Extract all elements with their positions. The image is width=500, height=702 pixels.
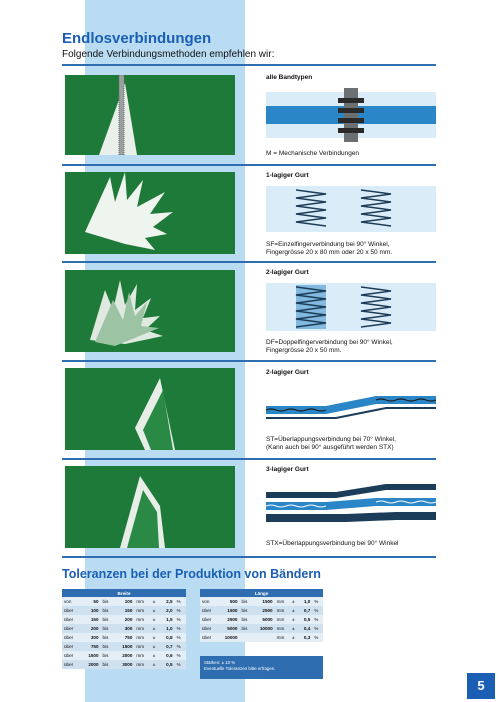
table-cell: ± <box>290 597 299 606</box>
table-cell: 100 <box>81 606 101 615</box>
belt-photo-overlap <box>65 368 235 450</box>
table-cell: mm <box>134 651 150 660</box>
table-cell: 300 <box>114 624 134 633</box>
table-cell: über <box>62 615 81 624</box>
table-cell: % <box>312 624 323 633</box>
table-cell: über <box>62 651 81 660</box>
table-cell: 150 <box>114 606 134 615</box>
table-cell: 0,5 <box>160 660 175 669</box>
table-cell: bis <box>101 642 115 651</box>
table-cell: über <box>62 633 81 642</box>
table-cell: bis <box>101 597 115 606</box>
table-cell: bis <box>101 633 115 642</box>
method-title: 2-lagiger Gurt <box>266 369 309 376</box>
table-cell: 0,6 <box>160 651 175 660</box>
method-caption <box>266 339 441 355</box>
table-cell: 2500 <box>253 606 275 615</box>
table-cell: 2,5 <box>160 597 175 606</box>
table-cell: 1,0 <box>160 624 175 633</box>
table-cell: 0,7 <box>160 642 175 651</box>
caption-line: STX=Überlappungsverbindung bei 90° Winkel <box>266 540 399 547</box>
page-number: 5 <box>467 673 495 699</box>
table-cell: ± <box>151 642 160 651</box>
table-cell: mm <box>134 624 150 633</box>
table-cell: bis <box>101 651 115 660</box>
table-cell: über <box>200 606 217 615</box>
method-title: 2-lagiger Gurt <box>266 269 309 276</box>
table-cell: bis <box>101 660 115 669</box>
table-cell: ± <box>290 624 299 633</box>
table-cell: 750 <box>114 633 134 642</box>
diagram-mechanical <box>266 86 436 144</box>
belt-photo-double-finger <box>65 270 235 352</box>
caption-line: SF=Einzelfingerverbindung bei 90° Winkel, <box>266 241 390 248</box>
table-cell: ± <box>151 651 160 660</box>
table-cell: bis <box>101 606 115 615</box>
table-cell: 2000 <box>81 660 101 669</box>
section-divider <box>62 64 436 66</box>
tolerance-note <box>200 656 323 679</box>
table-cell: mm <box>134 615 150 624</box>
page-subtitle: Folgende Verbindungsmethoden empfehlen wir: <box>62 49 275 60</box>
section-divider <box>62 360 436 362</box>
table-cell: 100 <box>114 597 134 606</box>
table-cell: über <box>62 624 81 633</box>
table-cell: ± <box>151 660 160 669</box>
caption-line: (Kann auch bei 90° ausgeführt werden STX) <box>266 444 394 451</box>
table-cell: bis <box>240 606 253 615</box>
section-divider <box>62 556 436 558</box>
table-cell: mm <box>275 633 290 642</box>
table-cell: über <box>62 660 81 669</box>
table-cell: 0,5 <box>299 615 313 624</box>
table-cell: 5000 <box>253 615 275 624</box>
table-row <box>62 624 186 633</box>
table-cell: % <box>312 606 323 615</box>
table-row <box>62 651 186 660</box>
method-caption <box>266 150 441 158</box>
caption-line: ST=Überlappungsverbindung bei 70° Winkel, <box>266 436 396 443</box>
table-cell: 300 <box>81 633 101 642</box>
table-cell: % <box>312 615 323 624</box>
table-cell: 200 <box>81 624 101 633</box>
belt-photo-single-finger <box>65 172 235 254</box>
caption-line: DF=Doppelfingerverbindung bei 90° Winkel, <box>266 339 393 346</box>
table-cell <box>240 633 253 642</box>
table-cell: bis <box>240 597 253 606</box>
table-row <box>62 615 186 624</box>
table-cell <box>253 633 275 642</box>
table-cell: über <box>200 633 217 642</box>
table-cell: 2,0 <box>160 606 175 615</box>
table-cell: 1500 <box>217 606 239 615</box>
table-cell: mm <box>134 597 150 606</box>
table-cell: ± <box>151 624 160 633</box>
tolerances-title: Toleranzen bei der Produktion von Bändern <box>62 567 321 581</box>
table-cell: % <box>312 597 323 606</box>
table-cell: bis <box>240 615 253 624</box>
method-title: 3-lagiger Gurt <box>266 466 309 473</box>
note-line: Eventuelle Toleranzen bitte erfragen. <box>204 666 276 671</box>
table-cell: % <box>175 633 186 642</box>
table-cell: % <box>175 651 186 660</box>
table-cell: 500 <box>217 597 239 606</box>
method-title: alle Bandtypen <box>266 74 313 81</box>
table-cell: 1,5 <box>160 615 175 624</box>
table-header: Breite <box>62 589 186 597</box>
table-cell: 50 <box>81 597 101 606</box>
table-cell: mm <box>275 624 290 633</box>
table-cell: 1500 <box>253 597 275 606</box>
page-title: Endlosverbindungen <box>62 30 212 47</box>
caption-line: Fingergrösse 20 x 80 mm oder 20 x 50 mm. <box>266 249 393 256</box>
diagram-single-finger <box>266 184 436 234</box>
section-divider <box>62 164 436 166</box>
table-cell: % <box>175 642 186 651</box>
table-cell: 5000 <box>217 624 239 633</box>
table-cell: mm <box>134 606 150 615</box>
table-row <box>200 624 323 633</box>
tolerance-table-length <box>200 589 323 642</box>
table-cell: mm <box>134 642 150 651</box>
section-divider <box>62 458 436 460</box>
table-cell: ± <box>290 615 299 624</box>
table-cell: 2500 <box>217 615 239 624</box>
table-cell: 150 <box>81 615 101 624</box>
table-cell: 10000 <box>217 633 239 642</box>
table-cell: ± <box>151 606 160 615</box>
table-row <box>62 660 186 669</box>
table-cell: 1,0 <box>299 597 313 606</box>
table-cell: ± <box>151 597 160 606</box>
method-caption <box>266 241 441 257</box>
table-cell: 750 <box>81 642 101 651</box>
table-cell: mm <box>275 597 290 606</box>
table-row <box>62 633 186 642</box>
table-cell: mm <box>134 660 150 669</box>
table-cell: von <box>62 597 81 606</box>
table-row <box>200 615 323 624</box>
belt-photo-overlap-3ply <box>65 466 235 548</box>
belt-photo-mechanical <box>65 75 235 155</box>
table-cell: 0,4 <box>299 624 313 633</box>
table-cell: mm <box>134 633 150 642</box>
table-cell: bis <box>101 615 115 624</box>
table-cell: über <box>62 642 81 651</box>
diagram-overlap-3ply <box>266 478 436 528</box>
table-cell: % <box>175 660 186 669</box>
table-row <box>62 597 186 606</box>
table-cell: 200 <box>114 615 134 624</box>
table-cell: über <box>200 624 217 633</box>
table-cell: ± <box>290 606 299 615</box>
table-cell: über <box>200 615 217 624</box>
method-title: 1-lagiger Gurt <box>266 172 309 179</box>
table-cell: % <box>175 624 186 633</box>
table-cell: bis <box>101 624 115 633</box>
table-cell: 0,3 <box>299 633 313 642</box>
table-cell: 1500 <box>114 642 134 651</box>
table-cell: 0,7 <box>299 606 313 615</box>
table-cell: 1500 <box>81 651 101 660</box>
table-cell: mm <box>275 606 290 615</box>
table-cell: mm <box>275 615 290 624</box>
note-line: Stärken: ± 10 % <box>204 660 236 665</box>
table-cell: % <box>312 633 323 642</box>
table-cell: bis <box>240 624 253 633</box>
table-row <box>200 633 323 642</box>
diagram-double-finger <box>266 281 436 333</box>
table-header: Länge <box>200 589 323 597</box>
table-row <box>200 606 323 615</box>
table-cell: 2000 <box>114 651 134 660</box>
method-caption <box>266 540 441 548</box>
diagram-overlap <box>266 380 436 430</box>
caption-line: Fingergrösse 20 x 50 mm. <box>266 347 342 354</box>
table-cell: 10000 <box>253 624 275 633</box>
table-row <box>62 606 186 615</box>
table-cell: von <box>200 597 217 606</box>
table-cell: % <box>175 597 186 606</box>
table-cell: % <box>175 615 186 624</box>
method-caption <box>266 436 441 452</box>
table-cell: ± <box>151 633 160 642</box>
caption-line: M = Mechanische Verbindungen <box>266 150 360 157</box>
table-cell: 0,8 <box>160 633 175 642</box>
table-cell: ± <box>290 633 299 642</box>
table-cell: 3000 <box>114 660 134 669</box>
table-row <box>200 597 323 606</box>
tolerance-table-width <box>62 589 186 669</box>
table-cell: % <box>175 606 186 615</box>
table-row <box>62 642 186 651</box>
table-cell: ± <box>151 615 160 624</box>
table-cell: über <box>62 606 81 615</box>
section-divider <box>62 261 436 263</box>
